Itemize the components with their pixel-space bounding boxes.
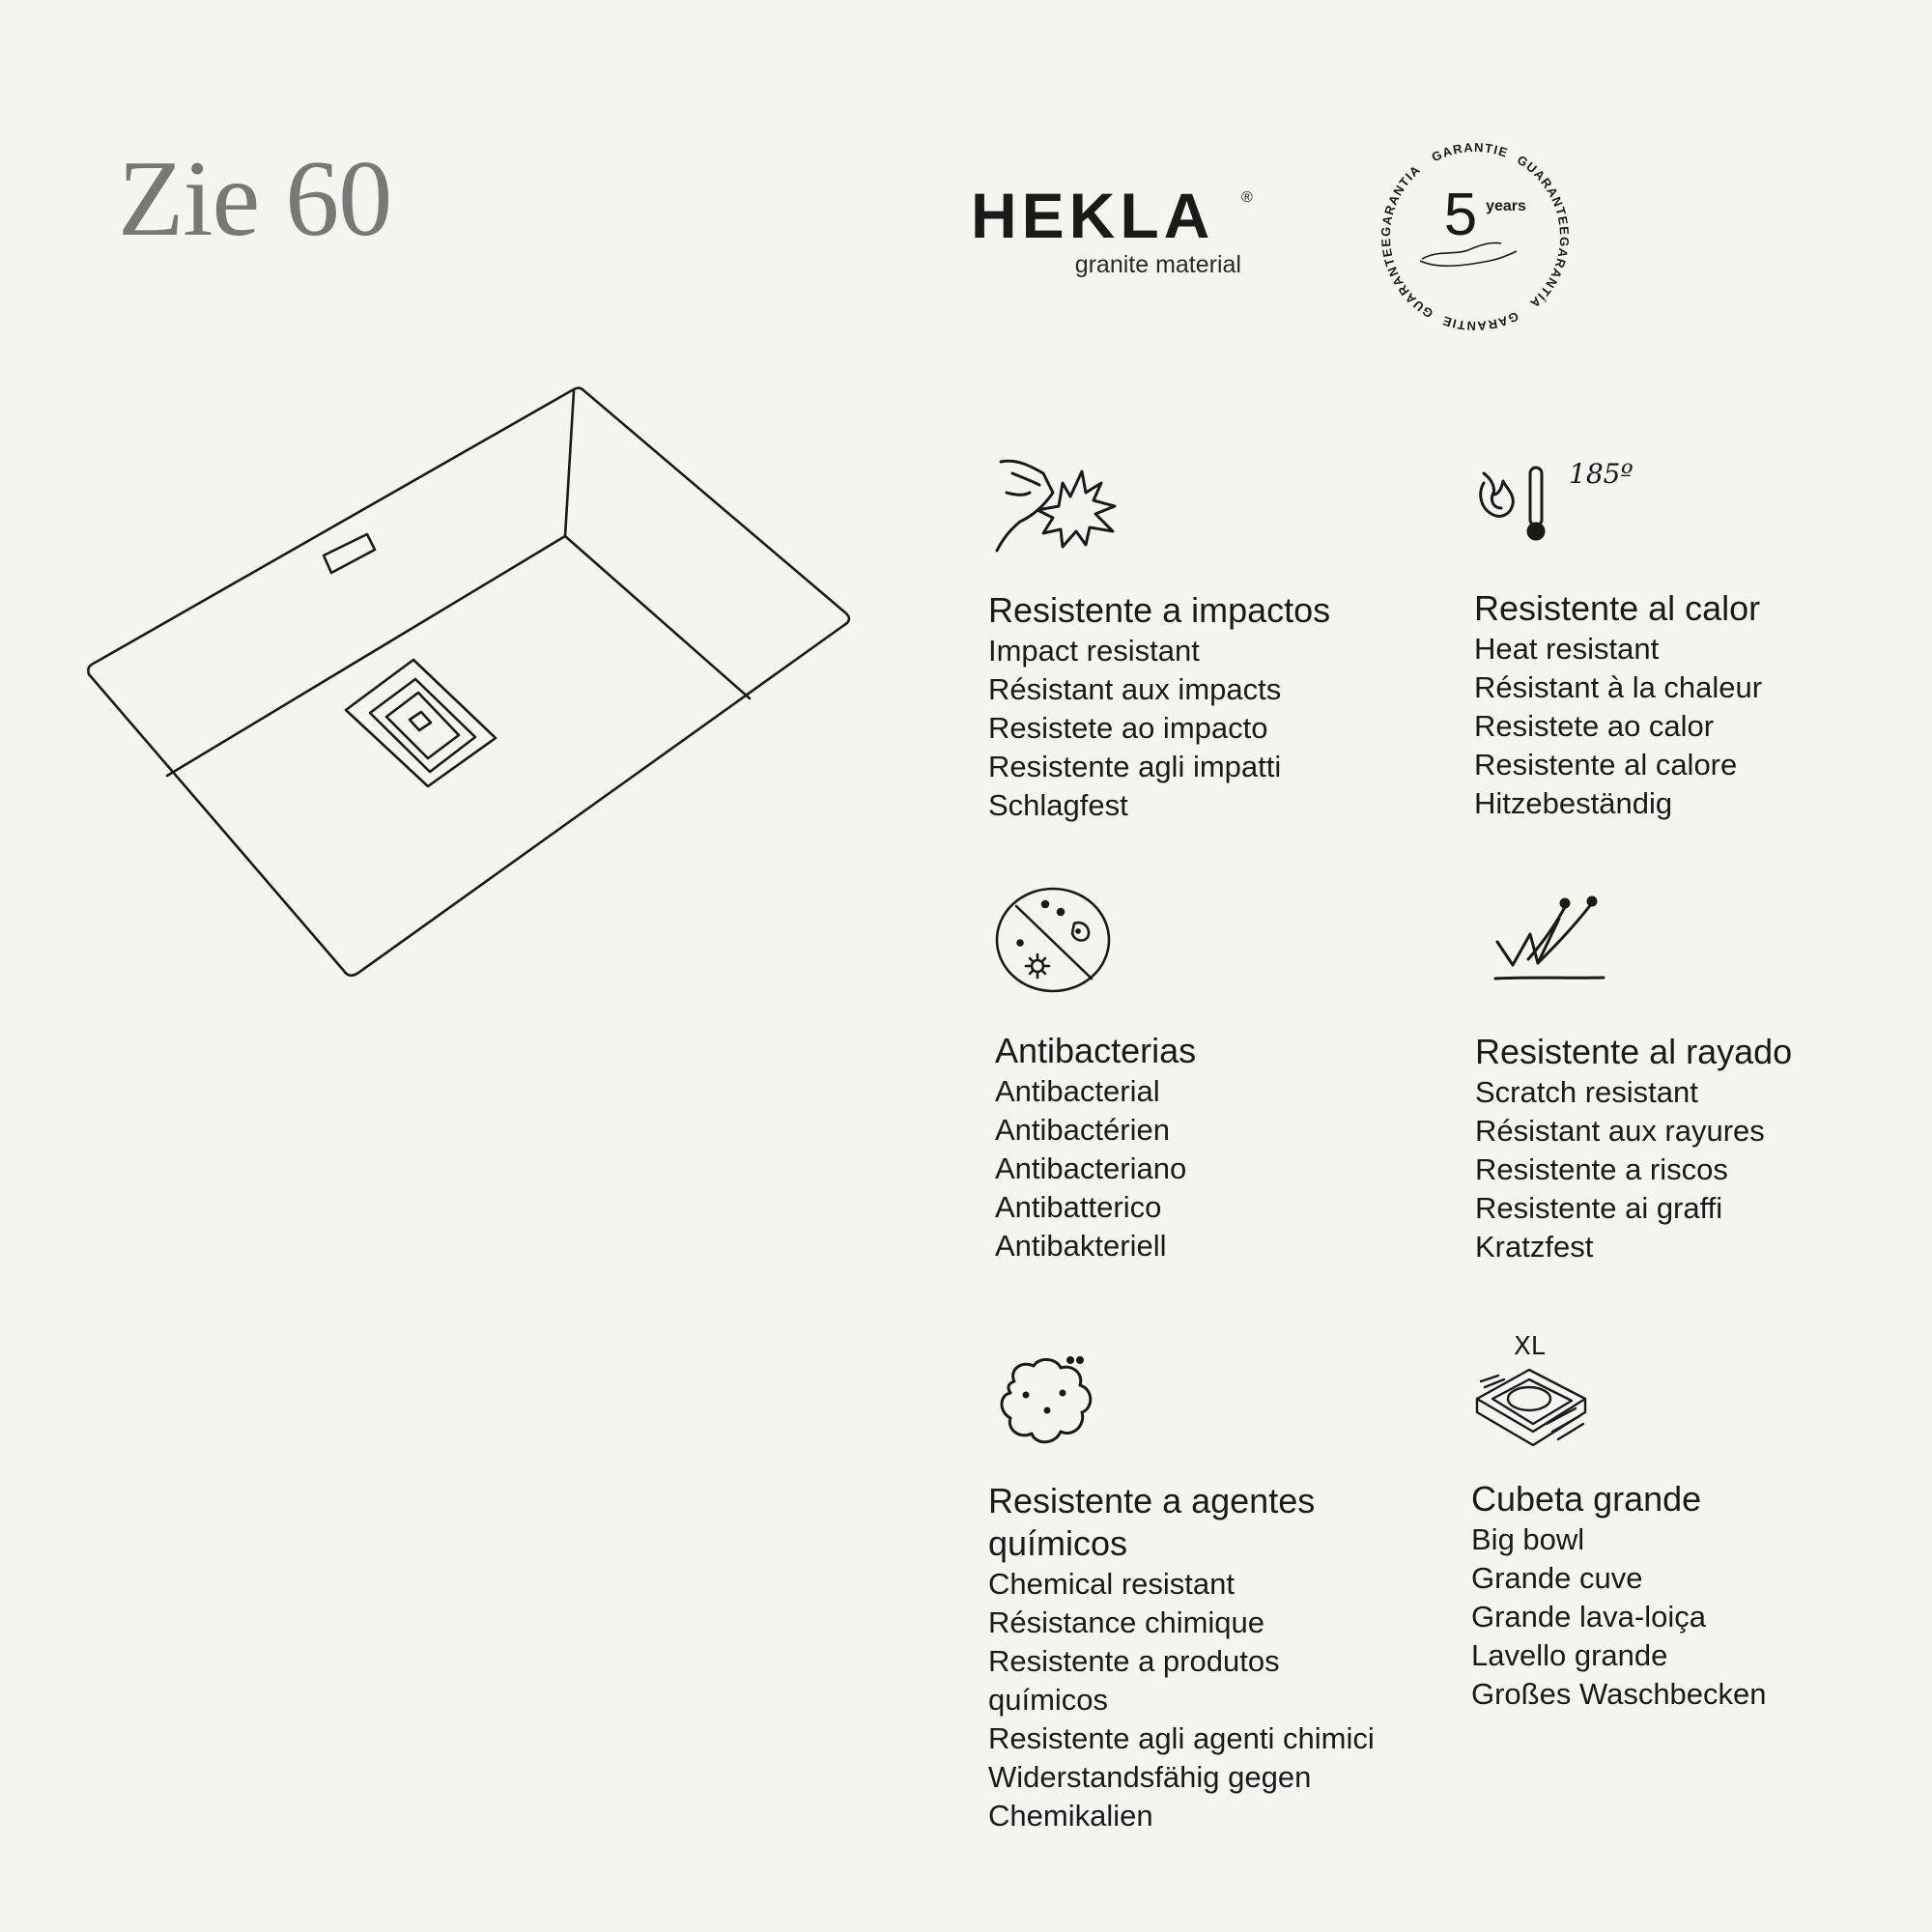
seal-years-number: 5	[1443, 182, 1478, 248]
feature-title: Resistente a agentes	[988, 1481, 1316, 1520]
seal-word-4: GARANTÍA	[1526, 236, 1573, 312]
feature-line-it: Resistente agli agenti chimici	[988, 1721, 1375, 1755]
feature-line-pt: Resistente a riscos	[1475, 1152, 1728, 1186]
feature-line-de: Antibakteriell	[995, 1229, 1167, 1263]
feature-line-pt: Resistete ao calor	[1474, 709, 1715, 743]
feature-line-fr: Résistant à la chaleur	[1474, 670, 1763, 704]
seal-word-3: GUARANTEE	[1514, 152, 1573, 237]
feature-line-en: Antibacterial	[995, 1074, 1160, 1108]
drain-grate	[370, 679, 475, 772]
brand-subtitle: granite material	[1074, 251, 1241, 278]
feature-line-en: Heat resistant	[1474, 632, 1660, 666]
feature-title: Cubeta grande	[1471, 1479, 1702, 1519]
feature-line-en: Scratch resistant	[1475, 1075, 1698, 1109]
feature-line-en: Big bowl	[1471, 1522, 1585, 1556]
feature-title: Resistente al calor	[1474, 588, 1761, 628]
feature-line-de: Großes Waschbecken	[1471, 1677, 1767, 1711]
brand-name: HEKLA	[971, 180, 1215, 251]
feature-line-de: Schlagfest	[988, 788, 1128, 822]
brand-logo	[971, 180, 1280, 279]
drain-plate	[346, 660, 496, 786]
feature-line-it: Lavello grande	[1471, 1638, 1668, 1672]
heat-temperature-label: 185º	[1569, 458, 1634, 490]
bowl-size-label: XL	[1514, 1332, 1546, 1361]
antibacterial-icon	[995, 887, 1121, 1003]
feature-title: Resistente al rayado	[1475, 1032, 1793, 1071]
seal-word-5: GARANTIE	[1439, 308, 1521, 334]
feature-line-fr: Résistant aux impacts	[988, 672, 1282, 706]
feature-title: Resistente a impactos	[988, 590, 1331, 630]
heat-icon	[1474, 454, 1648, 551]
big-bowl-icon	[1471, 1331, 1597, 1457]
feature-line-it: Antibatterico	[995, 1190, 1162, 1224]
feature-line-pt: Resistente a produtos	[988, 1644, 1280, 1678]
feature-line-it: Resistente ai graffi	[1475, 1191, 1723, 1225]
feature-line-pt: Resistete ao impacto	[988, 711, 1268, 745]
chemical-icon	[993, 1352, 1099, 1454]
scratch-icon	[1490, 894, 1615, 990]
svg-text:GUARANTEE	[1515, 153, 1572, 237]
feature-title: Antibacterias	[995, 1031, 1197, 1070]
feature-line-pt: Grande lava-loiça	[1471, 1600, 1706, 1634]
feature-line-fr: Résistance chimique	[988, 1605, 1265, 1639]
svg-text:GARANTIE	[1430, 140, 1511, 165]
guarantee-seal	[1364, 126, 1586, 348]
svg-text:GARANTIE	[1440, 309, 1521, 334]
seal-word-2: GARANTIE	[1429, 139, 1511, 165]
feature-line-de: Kratzfest	[1475, 1230, 1594, 1264]
overflow-slot	[324, 534, 375, 573]
svg-text:GARANTÍA	[1526, 237, 1572, 312]
feature-line-fr: Antibactérien	[995, 1113, 1170, 1147]
feature-line-de-cont: Chemikalien	[988, 1799, 1153, 1833]
feature-line-de: Hitzebeständig	[1474, 786, 1673, 820]
product-title: Zie 60	[118, 139, 392, 259]
seal-word-6: GUARANTEE	[1378, 237, 1436, 322]
feature-line-de: Widerstandsfähig gegen	[988, 1760, 1312, 1794]
seal-word-1: GARANTIA	[1378, 161, 1424, 238]
sink-drawing	[77, 382, 869, 990]
feature-title-cont: químicos	[988, 1523, 1128, 1563]
registered-mark: ®	[1241, 189, 1253, 206]
feature-line-fr: Grande cuve	[1471, 1561, 1643, 1595]
svg-text:GARANTIA	[1378, 162, 1424, 238]
feature-line-en: Impact resistant	[988, 634, 1200, 668]
feature-line-en: Chemical resistant	[988, 1567, 1235, 1601]
impact-icon	[993, 454, 1128, 560]
seal-years-label: years	[1486, 198, 1526, 214]
svg-text:GUARANTEE	[1378, 237, 1435, 321]
feature-line-fr: Résistant aux rayures	[1475, 1114, 1765, 1148]
feature-line-pt-cont: químicos	[988, 1683, 1109, 1717]
feature-line-it: Resistente agli impatti	[988, 750, 1282, 783]
feature-line-pt: Antibacteriano	[995, 1151, 1187, 1185]
feature-line-it: Resistente al calore	[1474, 748, 1738, 781]
